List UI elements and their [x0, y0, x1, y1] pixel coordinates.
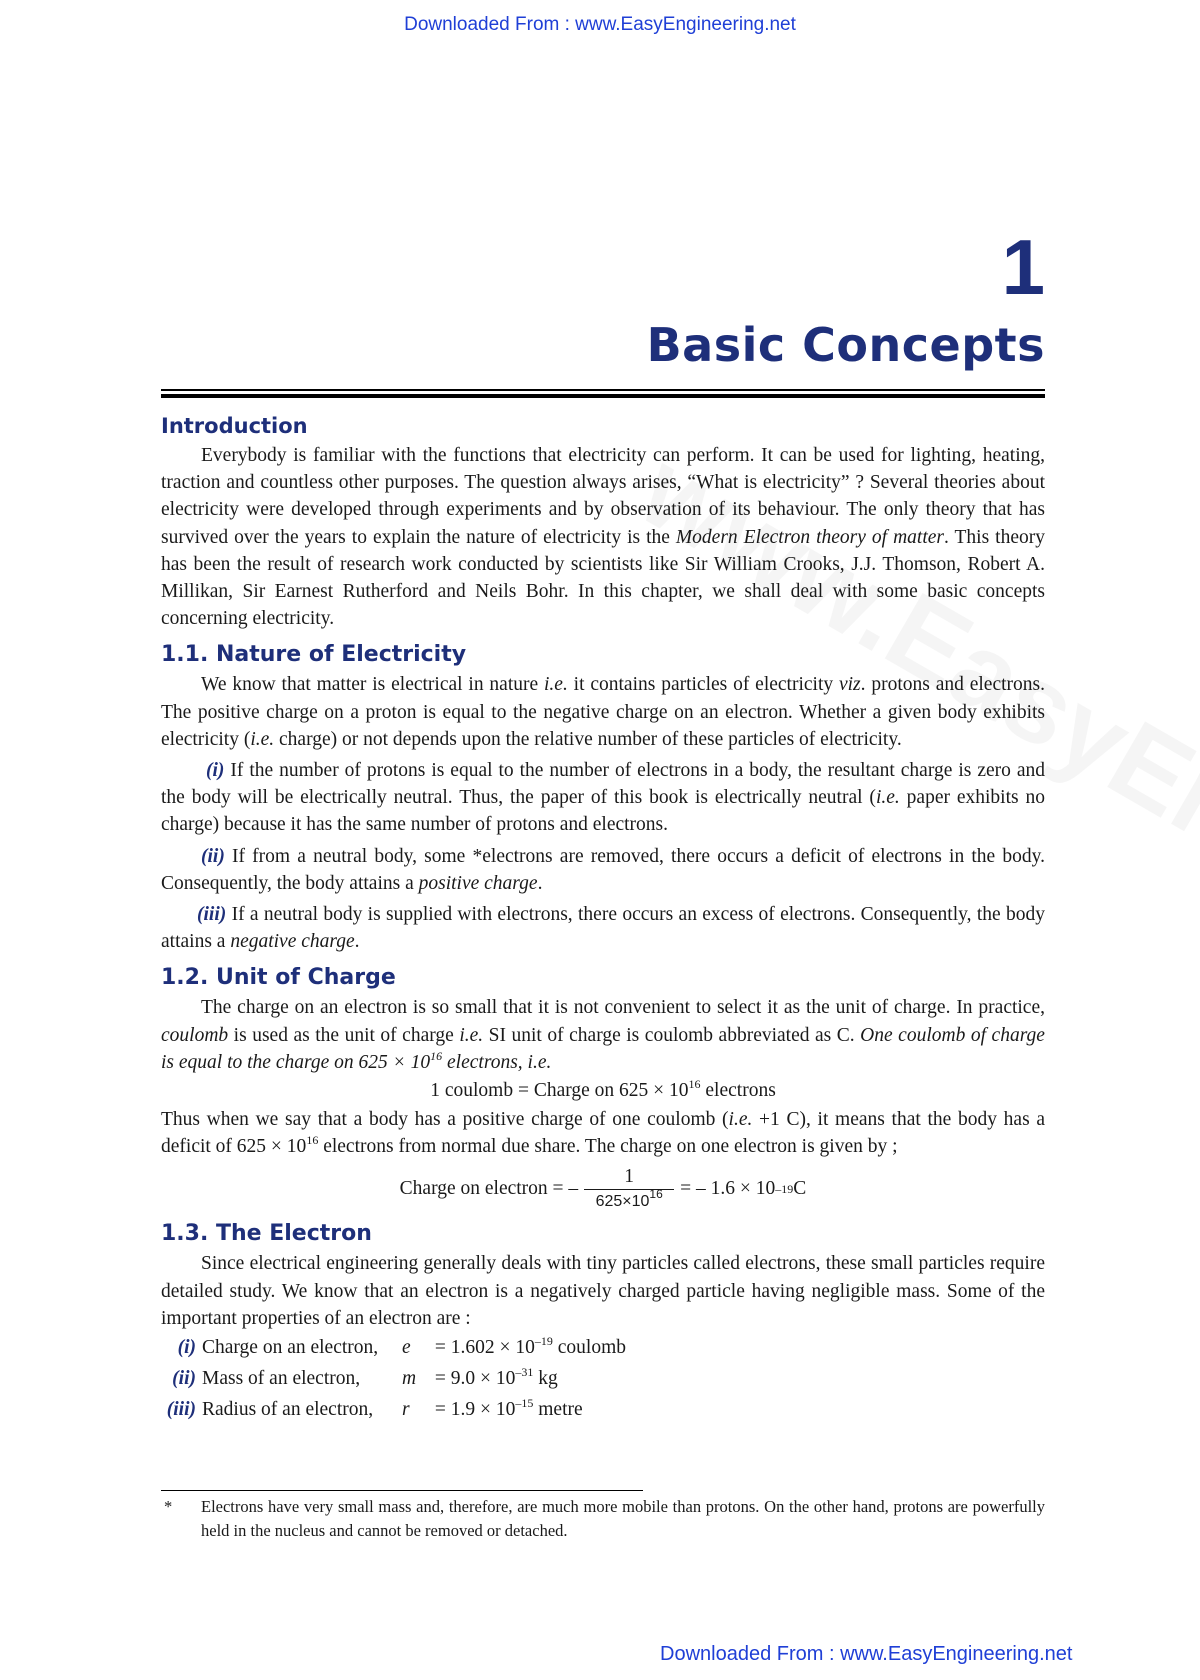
list-label-ii: (ii) — [201, 845, 225, 867]
footnote — [161, 1495, 1045, 1543]
property-label: (iii) — [166, 1399, 196, 1421]
intro-heading: Introduction — [161, 414, 308, 438]
fraction: $\frac{1}{625\times 10^{16}}$ — [584, 1165, 674, 1214]
list-item-ii: (ii) If from a neutral body, some *electrons are removed, there occurs a deficit of electrons in the body. Consequently, the body attains a positive charge. — [161, 845, 1045, 894]
list-item-i: (i) If the number of protons is equal to the number of electrons in a body, the resultant charge is zero and the body will be electrically neutral. Thus, the paper of this book is electrically neutral (i.e. paper exhibits no charge) because it has the same number of protons and electrons. — [161, 760, 1046, 836]
coulomb-equation: 1 coulomb = Charge on $625 \times 10^{16}$ electrons — [430, 1077, 776, 1102]
footnote-text: Electrons have very small mass and, therefore, are much more mobile than protons. On the other hand, protons are powerfully held in the nucleus and cannot be removed or detached. — [201, 1497, 1045, 1540]
footnote-mark: * — [164, 1497, 173, 1516]
title-rule-thick — [161, 394, 1045, 398]
electron-property-row — [161, 1332, 1045, 1363]
list-label-i: (i) — [206, 760, 225, 782]
chapter-number: 1 — [1001, 223, 1045, 311]
section-1-1-heading: 1.1. Nature of Electricity — [161, 642, 467, 668]
property-symbol: r — [402, 1399, 410, 1421]
text-flow — [161, 410, 1045, 1425]
section-1-2-paragraph: The charge on an electron is so small that it is not convenient to select it as the unit of charge. In practice, coulomb is used as the unit of charge i.e. SI unit of charge is coulomb abbreviated as C. One coulomb of charge is equal to the charge on $625 \times 10^{16}$ electrons, i.e. — [161, 997, 1045, 1073]
download-watermark-bottom: Downloaded From : www.EasyEngineering.net — [660, 1643, 1073, 1665]
section-1-2-paragraph-2: Thus when we say that a body has a positive charge of one coulomb (i.e. +1 C), it means that the body has a deficit of $625 \times 10^{16}$ electrons from normal due share. The charge on one electron is given by ; — [161, 1109, 1045, 1158]
download-watermark-top: Downloaded From : www.EasyEngineering.net — [404, 14, 796, 35]
intro-paragraph: Everybody is familiar with the functions that electricity can perform. It can be used for lighting, heating, traction and countless other purposes. The question always arises, “What is electricity” ? Several theories about electricity were developed through experiments and by observation of its behaviour. The only theory that has survived over the years to explain the nature of electricity is the Modern Electron theory of matter. This theory has been the result of research work conducted by scientists like Sir William Crooks, J.J. Thomson, Robert A. Millikan, Sir Earnest Rutherford and Neils Bohr. In this chapter, we shall deal with some basic concepts concerning electricity. — [161, 445, 1045, 630]
electron-charge-equation: Charge on electron = – $\frac{1}{625\times 10^{16}}$ = – 1.6 × 10 –19 C — [161, 1160, 1045, 1218]
property-label: (ii) — [172, 1368, 196, 1390]
footnote-rule — [161, 1490, 643, 1491]
property-name: Radius of an electron, — [202, 1399, 374, 1421]
chapter-title: Basic Concepts — [646, 318, 1045, 372]
electron-property-row — [161, 1363, 1045, 1394]
electron-properties-list — [161, 1332, 1045, 1425]
property-label: (i) — [177, 1337, 196, 1359]
list-item-iii: (iii) If a neutral body is supplied with electrons, there occurs an excess of electrons. Consequently, the body attains a negative charge. — [161, 904, 1045, 953]
electron-property-row — [161, 1394, 1045, 1425]
property-value: = $1.602 \times 10^{-19}$ coulomb — [430, 1334, 626, 1359]
property-name: Mass of an electron, — [202, 1368, 361, 1390]
property-symbol: e — [402, 1337, 411, 1359]
property-value: = $9.0 \times 10^{-31}$ kg — [430, 1365, 558, 1390]
property-symbol: m — [402, 1368, 417, 1390]
property-value: = $1.9 \times 10^{-15}$ metre — [430, 1396, 583, 1421]
section-1-2-heading: 1.2. Unit of Charge — [161, 965, 396, 991]
section-1-1-paragraph: We know that matter is electrical in nature i.e. it contains particles of electricity viz. protons and electrons. The positive charge on a proton is equal to the negative charge on an electron. Whether a given body exhibits electricity (i.e. charge) or not depends upon the relative number of these particles of electricity. — [161, 674, 1045, 750]
title-rule-thin — [161, 389, 1045, 391]
section-1-3-paragraph: Since electrical engineering generally deals with tiny particles called electrons, these small particles require detailed study. We know that an electron is a negatively charged particle having negligible mass. Some of the important properties of an electron are : — [161, 1253, 1045, 1329]
property-name: Charge on an electron, — [202, 1337, 379, 1359]
list-label-iii: (iii) — [197, 904, 227, 926]
section-1-3-heading: 1.3. The Electron — [161, 1221, 372, 1247]
